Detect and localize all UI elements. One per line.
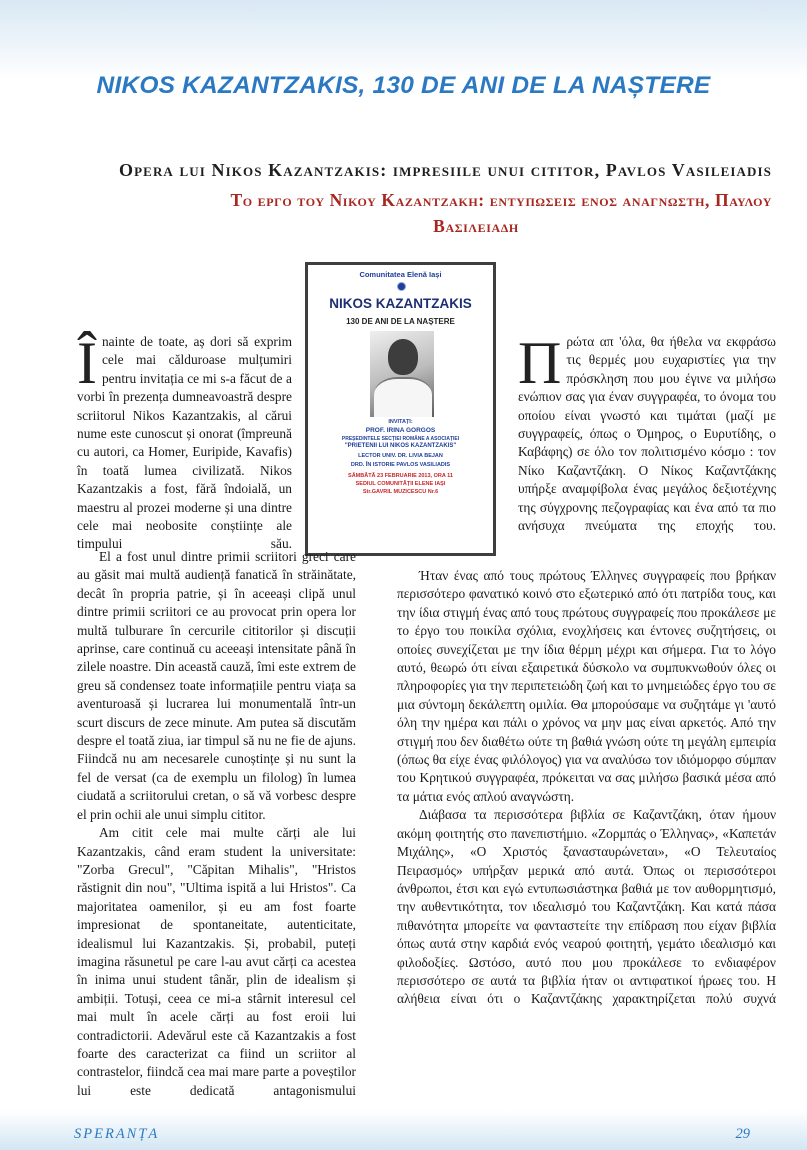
romanian-paragraph-1 xyxy=(77,330,292,554)
portrait-body xyxy=(374,377,432,417)
greek-paragraph-1 xyxy=(518,330,776,535)
greek-main-column xyxy=(397,567,776,1009)
poster-guest-3: DRD. ÎN ISTORIE PAVLOS VASILIADIS xyxy=(350,462,451,468)
page-title: NIKOS KAZANTZAKIS, 130 DE ANI DE LA NAȘTERE xyxy=(96,72,711,99)
poster-invited-label: INVITAȚI: xyxy=(388,419,413,425)
portrait-photo xyxy=(370,331,434,417)
poster-venue: SEDIUL COMUNITĂȚII ELENE IAȘI xyxy=(355,481,446,487)
romanian-intro-column xyxy=(77,330,292,554)
poster-subtitle: 130 DE ANI DE LA NAȘTERE xyxy=(346,317,455,326)
greek-paragraph-1-text: ρώτα απ 'όλα, θα ήθελα να εκφράσω τις θερμές μου ευχαριστίες για την πρόσκληση που μου έγινε να μιλήσω ενώπιον σας για έναν συγγραφέα, το όνομα του οποίου είναι γνωστό και τιμάται (μαζί με συγγραφείς, όπως ο Όμηρος, ο Ευρυτίδης, ο Καβάφης) σε όλο τον πολιτισμένο κόσμο : τον Νίκο Καζαντζάκη. Ο Νίκος Καζαντζάκης υπήρξε αναμφίβολα ένας μεγάλος δεξιοτέχνης της σύγχρονης πεζογραφίας και ένα από τα πιο ανήσυχα πνεύματα της εποχής του. xyxy=(518,334,776,534)
seal-icon xyxy=(397,282,406,291)
romanian-dropcap: Î xyxy=(77,330,97,396)
article-title-greek xyxy=(70,187,772,239)
article-title-romanian: Opera lui Nikos Kazantzakis: impresiile unui cititor, Pavlos Vasileiadis xyxy=(119,160,772,180)
romanian-main-column xyxy=(77,548,356,1100)
greek-paragraph-2: Ήταν ένας από τους πρώτους Έλληνες συγγραφείς που βρήκαν περισσότερο φανατικό κοινό στο εξωτερικό από ότι πατρίδα τους, και την ίδια στιγμή ένας από τους πρώτους συγγραφείς που προκάλεσε με το έργο του ποικίλα σχόλια, ενοχλήσεις και έντονες συζητήσεις, οι οποίες συνεχίζεται με την ίδια θέρμη μέχρι και σήμερα. Για το λόγο αυτό, θεωρώ ότι είναι εξαιρετικά δύσκολο να συμπυκνωθούν όλες οι πληροφορίες για την περιπετειώδη ζωή και το μνημειώδες έργο του σε μια σύντομη δεκάλεπτη ομιλία. Θα μπορούσαμε να συζητάμε γι 'αυτό όλη την ημέρα και πάλι ο χρόνος να μην μας είναι αρκετός. Από την στιγμή που δεν διαθέτω ούτε τη βαθιά γνώση ούτε τη μεγάλη εμπειρία (όπως θα είχε ένας φιλόλογος) για να αναλύσω τον ιδιόμορφο σύμπαν του Κρητικού συγγραφέα, πρόκειται να σας μιλήσω βασικά μέσα από τα μάτια ενός απλού αναγνώστη. xyxy=(397,568,776,804)
article-title-greek-line1: Το εργο του Νικου Καζαντζακη: εντυπωσεις ενος αναγνωστη, Παυλου xyxy=(230,190,772,210)
article-title-greek-line2: Βασιλειαδη xyxy=(433,216,519,236)
poster-guest-1-role: PREȘEDINTELE SECȚIEI ROMÂNE A ASOCIAȚIEI xyxy=(341,436,460,442)
romanian-paragraph-3: Am citit cele mai multe cărți ale lui Kazantzakis, când eram student la universitate: "Zorba Grecul", "Căpitan Mihalis", "Hristos răstignit din nou", "Ultima ispită a lui Hristos". Ca majoritatea oamenilor, și eu am fost foarte impresionat de spontaneitate, autenticitate, idealismul lui Kazantzakis. Și, probabil, puteți imagina răsunetul pe care l-au avut cărți ca acestea în inima unui student tânăr, plin de idealism și ambiții. Totuși, ceea ce mi-a stârnit interesul cel mai mult în acele cărți au fost eroii lui contradictorii. Adevărul este că Kazantzakis a fost foarte des caracterizat ca fiind un scriitor al contrastelor, fiindcă cea mai mare parte a poveștilor lui este dedicată antagonismului xyxy=(77,825,356,1098)
poster-title: NIKOS KAZANTZAKIS xyxy=(329,296,472,311)
greek-paragraph-3: Διάβασα τα περισσότερα βιβλία σε Καζαντζάκη, όταν ήμουν ακόμη φοιτητής στο πανεπιστήμιο. «Ζορμπάς ο Έλληνας», «Καπετάν Μιχάλης», «Ο Χριστός ξανασταυρώνεται», «Ο Τελευταίος Πειρασμός» υπήρξαν μερικά από αυτά. Όπως οι περισσότεροι άνθρωποι, έτσι και εγώ εντυπωσιάστηκα βαθιά με τον αυθορμητισμό, την αυθεντικότητα, τον ιδεαλισμό του Καζαντζάκη. Και κατά πάσα πιθανότητα μπορείτε να φανταστείτε την επίδραση που είχαν βιβλία όπως αυτά στην καρδιά ενός νεαρού φοιτητή, γεμάτο ιδεαλισμό και φιλοδοξίες. Ωστόσο, αυτό που μου προκάλεσε το ενδιαφέρον περισσότερο σε αυτά τα βιβλία ήταν οι αντιφατικοί ήρωες του. Η αλήθεια είναι ότι ο Καζαντζάκης χαρακτηρίζεται πολύ συχνά xyxy=(397,807,776,1007)
portrait-head xyxy=(388,339,418,375)
event-poster xyxy=(305,262,496,556)
magazine-name: SPERANȚA xyxy=(74,1126,160,1142)
greek-intro-column xyxy=(518,330,776,535)
poster-address: Str.GAVRIL MUZICESCU Nr.6 xyxy=(362,489,439,495)
poster-association: "PRIETENII LUI NIKOS KAZANTZAKIS" xyxy=(344,443,457,449)
romanian-paragraph-1-text: nainte de toate, aș dori să exprim cele mai călduroase mulțumiri pentru invitația ce mi s-a făcut de a vorbi în prezența dumneavoastră despre scriitorul Nikos Kazantzakis, al cărui nume este cunoscut și onorat (împreună cu autori, ca Homer, Euripide, Kavafis) în toată lumea civilizată. Nikos Kazantzakis a fost, fără îndoială, un maestru al prozei moderne și una dintre cele mai neobosite conștiințe ale timpului său. xyxy=(77,334,292,552)
romanian-paragraph-2: El a fost unul dintre primii scriitori greci care au găsit mai multă audiență fanatică în străinătate, decât în propria patrie, și în aceeași clipă unul dintre primii scriitori ce au provocat prin opera lor multă tulburare în cercurile cititorilor și discuții aprinse, care continuă cu aceeași intensitate până în zilele noastre. Din această cauză, îmi este extrem de greu să condensez toate informațiile pentru viața sa aventuroasă și lucrarea lui monumentală într-un scurt discurs de zece minute. Am putea să discutăm despre el toată ziua, iar timpul să nu ne fie de ajuns. Fiindcă nu am necesarele cunoștințe și nu sunt la fel de versat (ca de exemplu un filolog) în lumea ciudată a scriitorului cretan, o să vă vorbesc despre el prin ochii ale unui simplu cititor. xyxy=(77,549,356,822)
poster-date: SÂMBĂTĂ 23 FEBRUARIE 2013, ORA 11 xyxy=(348,473,453,479)
top-gradient-band xyxy=(0,0,807,80)
poster-community: Comunitatea Elenă Iași xyxy=(359,270,442,279)
poster-guest-2: LECTOR UNIV. DR. LIVIA BEJAN xyxy=(358,453,443,459)
page-number: 29 xyxy=(735,1126,750,1142)
poster-guest-1: PROF. IRINA GORGOS xyxy=(365,427,436,434)
greek-dropcap: Π xyxy=(518,330,562,396)
